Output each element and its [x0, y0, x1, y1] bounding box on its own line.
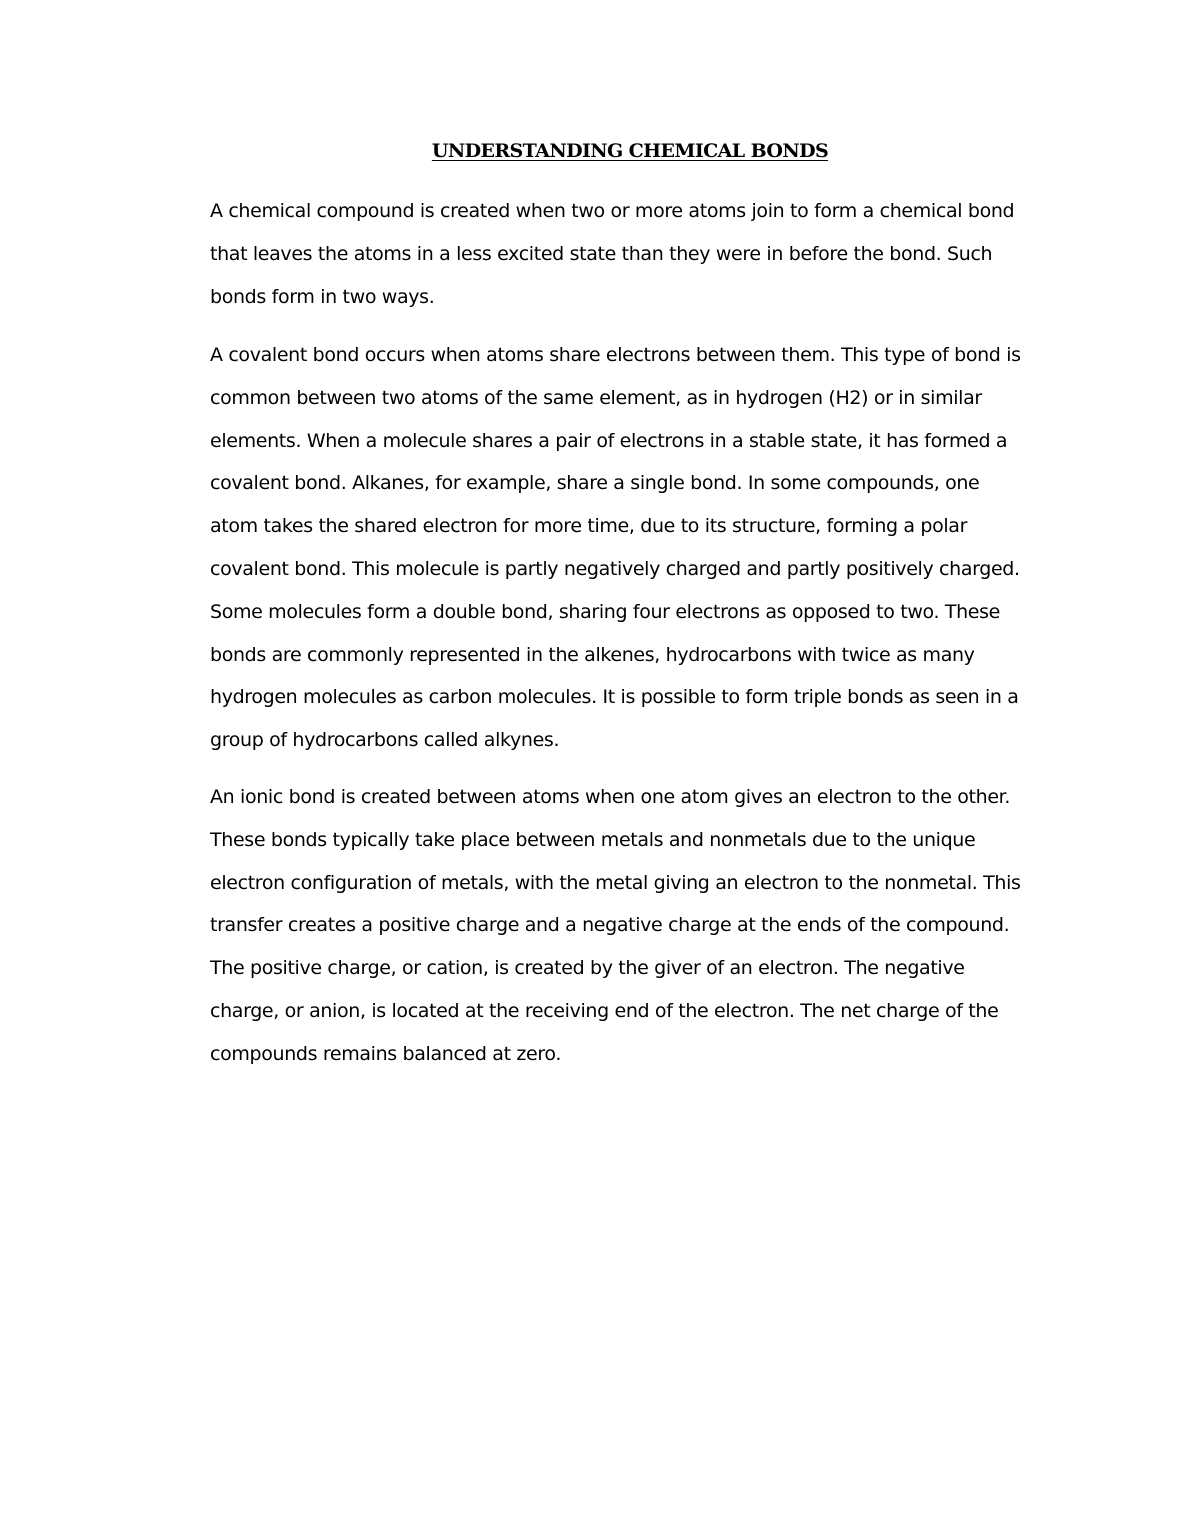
text-line: covalent bond. This molecule is partly negatively charged and partly positively charged.: [210, 557, 1020, 580]
text-line: bonds form in two ways.: [210, 285, 435, 308]
text-line: hydrogen molecules as carbon molecules. It is possible to form triple bonds as seen in a: [210, 686, 1019, 709]
text-line: atom takes the shared electron for more time, due to its structure, forming a polar: [210, 515, 968, 538]
paragraph-ionic-bond: [210, 776, 1050, 1076]
paragraph-covalent-bond: [210, 334, 1050, 762]
text-line: electron configuration of metals, with the metal giving an electron to the nonmetal. This: [210, 871, 1021, 894]
text-line: Some molecules form a double bond, sharing four electrons as opposed to two. These: [210, 600, 1001, 623]
text-line: covalent bond. Alkanes, for example, share a single bond. In some compounds, one: [210, 472, 980, 495]
text-line: An ionic bond is created between atoms when one atom gives an electron to the other.: [210, 786, 1011, 808]
text-line: transfer creates a positive charge and a negative charge at the ends of the compound.: [210, 914, 1010, 937]
text-line: bonds are commonly represented in the alkenes, hydrocarbons with twice as many: [210, 643, 975, 666]
text-line: These bonds typically take place between metals and nonmetals due to the unique: [210, 828, 976, 851]
page-title: UNDERSTANDING CHEMICAL BONDS: [431, 140, 829, 162]
text-line: that leaves the atoms in a less excited state than they were in before the bond. Such: [210, 242, 993, 265]
text-line: common between two atoms of the same element, as in hydrogen (H2) or in similar: [210, 386, 982, 409]
text-line: The positive charge, or cation, is created by the giver of an electron. The negative: [210, 957, 965, 980]
text-line: compounds remains balanced at zero.: [210, 1042, 562, 1065]
text-line: A covalent bond occurs when atoms share electrons between them. This type of bond is: [210, 344, 1021, 366]
text-line: charge, or anion, is located at the receiving end of the electron. The net charge of the: [210, 999, 999, 1022]
text-line: elements. When a molecule shares a pair of electrons in a stable state, it has formed a: [210, 429, 1008, 452]
text-line: A chemical compound is created when two or more atoms join to form a chemical bond: [210, 200, 1015, 222]
paragraph-intro: [210, 190, 1050, 318]
text-line: group of hydrocarbons called alkynes.: [210, 729, 560, 752]
